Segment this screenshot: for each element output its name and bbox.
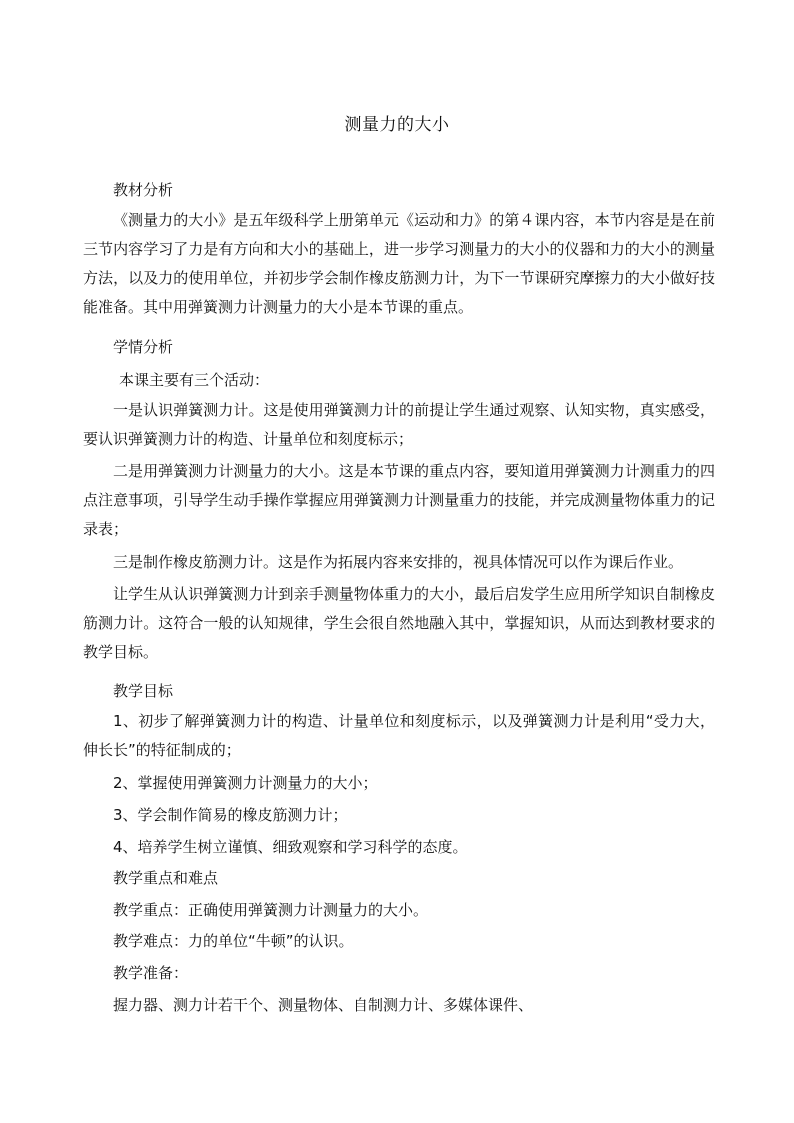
heading-teaching-goals: 教学目标 (113, 682, 174, 700)
goal-item-3: 3、学会制作简易的橡皮筋测力计； (113, 806, 348, 824)
paragraph-summary: 让学生从认识弹簧测力计到亲手测量物体重力的大小，最后启发学生应用所学知识自制橡皮筋测力计。这符合一般的认知规律，学生会很自然地融入其中，掌握知识，从而达到教材要求的教学目标。 (83, 585, 715, 661)
heading-teaching-prep: 教学准备： (113, 964, 189, 982)
paragraph-activity-1: 一是认识弹簧测力计。这是使用弹簧测力计的前提让学生通过观察、认知实物，真实感受，要认识弹簧测力计的构造、计量单位和刻度标示； (83, 401, 715, 448)
heading-textbook-analysis: 教材分析 (113, 181, 174, 199)
paragraph-activities-intro: 本课主要有三个活动： (119, 371, 270, 389)
key-point: 教学重点：正确使用弹簧测力计测量力的大小。 (113, 901, 429, 919)
goal-item-2: 2、掌握使用弹簧测力计测量力的大小； (113, 774, 378, 792)
paragraph-textbook-analysis: 《测量力的大小》是五年级科学上册第单元《运动和力》的第４课内容，本节内容是是在前三节内容学习了力是有方向和大小的基础上，进一步学习测量力的大小的仪器和力的大小的测量方法，以及力的使用单位，并初步学会制作橡皮筋测力计，为下一节课研究摩擦力的大小做好技能准备。其中用弹簧测力计测量力的大小是本节课的重点。 (83, 211, 715, 316)
paragraph-activity-3: 三是制作橡皮筋测力计。这是作为拓展内容来安排的，视具体情况可以作为课后作业。 (113, 553, 684, 571)
page-title: 测量力的大小 (344, 115, 450, 135)
heading-student-analysis: 学情分析 (113, 338, 174, 356)
goal-item-1: 1、初步了解弹簧测力计的构造、计量单位和刻度标示，以及弹簧测力计是利用“受力大，伸长长”的特征制成的； (83, 712, 715, 759)
difficult-point: 教学难点：力的单位“牛顿”的认识。 (113, 932, 354, 950)
goal-item-4: 4、培养学生树立谨慎、细致观察和学习科学的态度。 (113, 838, 468, 856)
paragraph-activity-2: 二是用弹簧测力计测量力的大小。这是本节课的重点内容，要知道用弹簧测力计测重力的四点注意事项，引导学生动手操作掌握应用弹簧测力计测量重力的技能，并完成测量物体重力的记录表； (83, 462, 715, 538)
teaching-prep-items: 握力器、测力计若干个、测量物体、自制测力计、多媒体课件、 (113, 996, 534, 1014)
heading-key-and-difficult: 教学重点和难点 (113, 869, 219, 887)
